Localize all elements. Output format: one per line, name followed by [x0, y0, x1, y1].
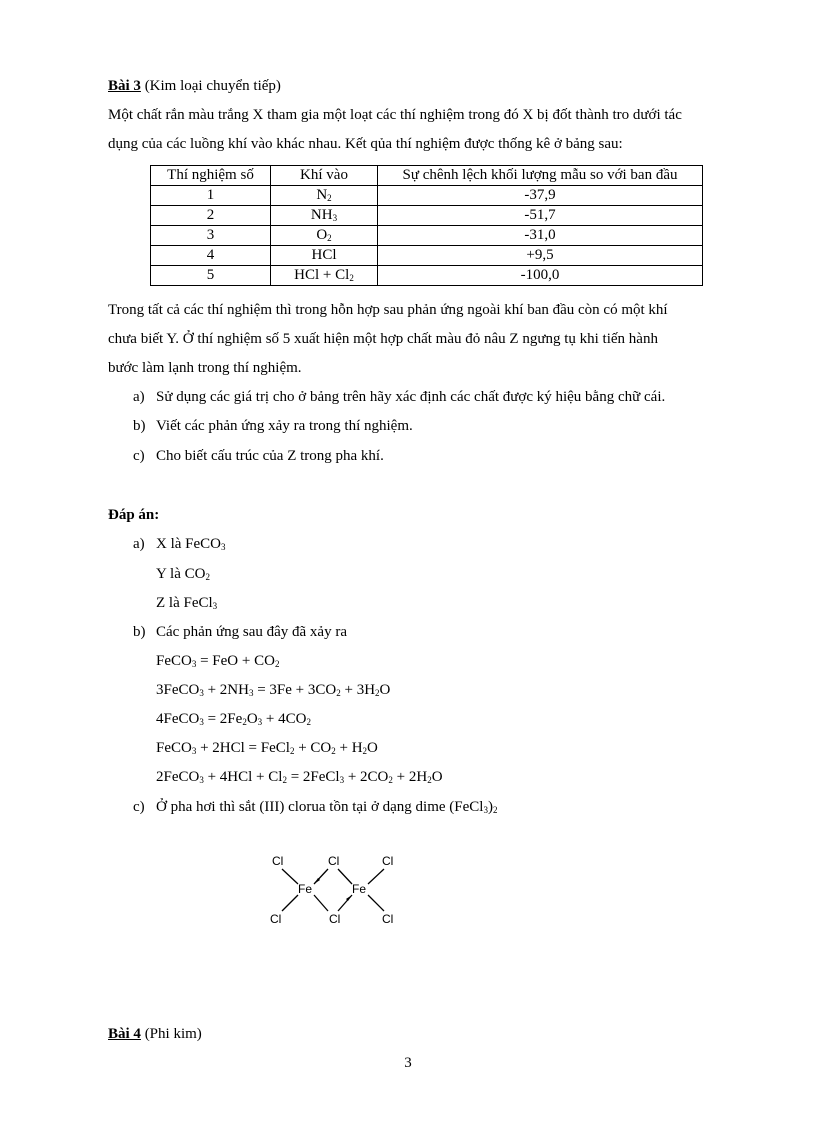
problem-3-heading — [108, 76, 281, 96]
cl-label: Cl — [382, 912, 394, 926]
question-b-label: b) — [133, 418, 146, 434]
bond-line — [282, 869, 298, 884]
after-line-3: bước làm lạnh trong thí nghiệm. — [108, 360, 302, 376]
table-row — [151, 206, 703, 226]
cl-label: Cl — [328, 854, 340, 868]
cell-num: 1 — [151, 186, 271, 206]
cell-gas: $O_2$ — [271, 226, 378, 246]
problem-3-title: Bài 3 — [108, 78, 141, 94]
table-header-row — [151, 166, 703, 186]
cell-gas: $NH_3$ — [271, 206, 378, 226]
bond-line — [368, 869, 384, 884]
answer-a-y: Y là $CO_2$ — [156, 566, 210, 582]
bond-line — [338, 869, 352, 884]
question-a-text: Sử dụng các giá trị cho ở bảng trên hãy xác định các chất được ký hiệu bằng chữ cái. — [156, 389, 666, 405]
answer-heading: Đáp án: — [108, 507, 160, 523]
answer-c-label: c) — [133, 799, 145, 815]
question-a-label: a) — [133, 389, 145, 405]
equation-2: 3FeCO$_3$ + $2NH_3 = 3Fe + 3CO_2 + 3H_2O$ — [156, 682, 391, 698]
problem-3-subtitle: (Kim loại chuyển tiếp) — [144, 78, 281, 94]
fecl3-dimer-structure — [260, 845, 410, 930]
cell-num: 3 — [151, 226, 271, 246]
table-row — [151, 226, 703, 246]
cell-delta: -31,0 — [378, 226, 703, 246]
cell-delta: -37,9 — [378, 186, 703, 206]
cl-label: Cl — [382, 854, 394, 868]
table-row — [151, 266, 703, 286]
problem-4-heading — [108, 1024, 202, 1044]
question-c-text: Cho biết cấu trúc của Z trong pha khí. — [156, 448, 384, 464]
equation-5: 2FeCO$_3$ + $4HCl + Cl_2$ = 2FeCl$_3$ + $2CO_2 + 2H_2O$ — [156, 769, 443, 785]
col-header-gas: Khí vào — [271, 166, 378, 186]
bond-line — [282, 895, 298, 911]
intro-line-2: dụng của các luồng khí vào khác nhau. Kết qủa thí nghiệm được thống kê ở bảng sau: — [108, 136, 623, 152]
problem-4-title: Bài 4 — [108, 1026, 141, 1042]
cell-num: 2 — [151, 206, 271, 226]
cell-num: 5 — [151, 266, 271, 286]
table-row — [151, 186, 703, 206]
col-header-mass-delta: Sự chênh lệch khối lượng mẫu so với ban đầu — [378, 166, 703, 186]
answer-b-intro: Các phản ứng sau đây đã xảy ra — [156, 624, 347, 640]
cl-label: Cl — [272, 854, 284, 868]
cell-num: 4 — [151, 246, 271, 266]
cell-delta: -100,0 — [378, 266, 703, 286]
cell-delta: -51,7 — [378, 206, 703, 226]
equation-1: FeCO$_3$ = FeO + $CO_2$ — [156, 653, 280, 669]
col-header-experiment: Thí nghiệm số — [151, 166, 271, 186]
after-line-1: Trong tất cả các thí nghiệm thì trong hỗn hợp sau phản ứng ngoài khí ban đầu còn có một khí — [108, 302, 668, 318]
equation-4: FeCO$_3$ + 2HCl = FeCl$_2$ + $CO_2 + H_2O$ — [156, 740, 378, 756]
answer-b-label: b) — [133, 624, 146, 640]
cl-label: Cl — [329, 912, 341, 926]
cell-gas: $N_2$ — [271, 186, 378, 206]
after-line-2: chưa biết Y. Ở thí nghiệm số 5 xuất hiện một hợp chất màu đỏ nâu Z ngưng tụ khi tiến hành — [108, 331, 658, 347]
table-row — [151, 246, 703, 266]
problem-4-subtitle: (Phi kim) — [144, 1026, 202, 1042]
question-c-label: c) — [133, 448, 145, 464]
cl-label: Cl — [270, 912, 282, 926]
page-number: 3 — [404, 1055, 412, 1071]
answer-a-label: a) — [133, 536, 145, 552]
answer-c-text: Ở pha hơi thì sắt (III) clorua tồn tại ở dạng dime $(FeCl_3)_2$ — [156, 799, 498, 815]
bond-line — [368, 895, 384, 911]
equation-3: 4FeCO$_3$ = $2Fe_2O_3 + 4CO_2$ — [156, 711, 311, 727]
question-b-text: Viết các phản ứng xảy ra trong thí nghiệm. — [156, 418, 413, 434]
cell-delta: +9,5 — [378, 246, 703, 266]
cell-gas: HCl — [271, 246, 378, 266]
bond-line — [314, 895, 328, 911]
intro-line-1: Một chất rắn màu trắng X tham gia một loạt các thí nghiệm trong đó X bị đốt thành tro dưới tác — [108, 107, 682, 123]
cell-gas: HCl + $Cl_2$ — [271, 266, 378, 286]
answer-a-x: X là FeCO$_3$ — [156, 536, 226, 552]
fe-label: Fe — [298, 882, 313, 896]
fe-label: Fe — [352, 882, 367, 896]
experiment-table — [150, 165, 703, 286]
answer-a-z: Z là FeCl$_3$ — [156, 595, 218, 611]
